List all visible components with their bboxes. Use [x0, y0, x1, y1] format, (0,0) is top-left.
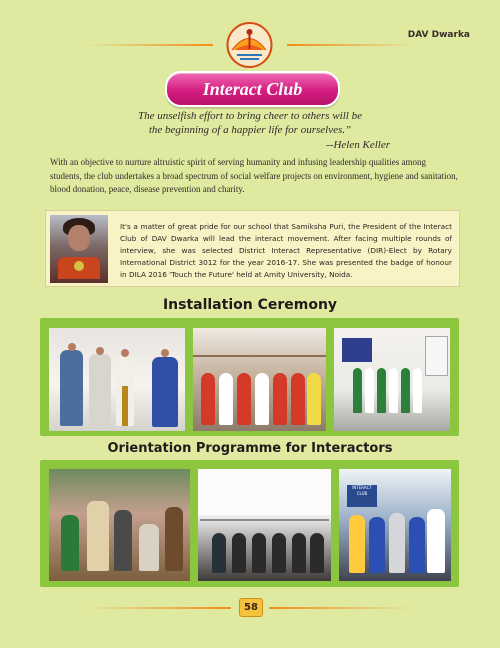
avatar	[50, 215, 108, 283]
highlight-box	[45, 210, 460, 287]
header-divider-left	[85, 44, 213, 46]
orientation-photo-1	[49, 469, 190, 581]
footer-divider-left	[85, 607, 231, 609]
quote-line-1: The unselfish effort to bring cheer to others will be	[138, 110, 362, 122]
installation-photo-1	[49, 328, 185, 431]
quote-author: --Helen Keller	[326, 139, 390, 151]
installation-photo-2	[193, 328, 326, 431]
page-title	[165, 71, 340, 107]
page-title-text: Interact Club	[202, 78, 303, 99]
banner-sign: INTERACT CLUB	[347, 485, 377, 507]
header-divider-right	[287, 44, 415, 46]
page-number: 58	[239, 598, 263, 617]
school-name: DAV Dwarka	[407, 30, 470, 40]
orientation-photo-strip	[40, 460, 459, 587]
footer-divider-right	[269, 607, 415, 609]
avatar-face	[68, 225, 90, 251]
highlight-text: It's a matter of great pride for our school that Samiksha Puri, the President of the Interact Club of DAV Dwarka will lead the interact movement. After facing multiple rounds of interview, she was selected District Interact Representative (DIR)-Elect by Rotary International District 3012 for the year 2016-17. She was presented the badge of honour in DILA 2016 'Touch the Future' held at Amity University, Noida.	[120, 222, 452, 280]
intro-paragraph: With an objective to nurture altruistic spirit of serving humanity and infusing leadership qualities among students, the club undertakes a broad spectrum of social welfare projects on environment, hygiene and sanitation, blood donation, peace, disease prevention and charity.	[50, 157, 458, 194]
quote	[0, 109, 500, 137]
avatar-badge	[74, 261, 84, 271]
quote-line-2: the beginning of a happier life for ourselves.”	[148, 124, 352, 136]
orientation-photo-3	[339, 469, 451, 581]
installation-title: Installation Ceremony	[162, 297, 338, 313]
school-logo-icon	[224, 19, 275, 70]
orientation-photo-2	[198, 469, 331, 581]
installation-photo-strip	[40, 318, 459, 436]
installation-photo-3	[334, 328, 450, 431]
orientation-title: Orientation Programme for Interactors	[107, 441, 393, 456]
